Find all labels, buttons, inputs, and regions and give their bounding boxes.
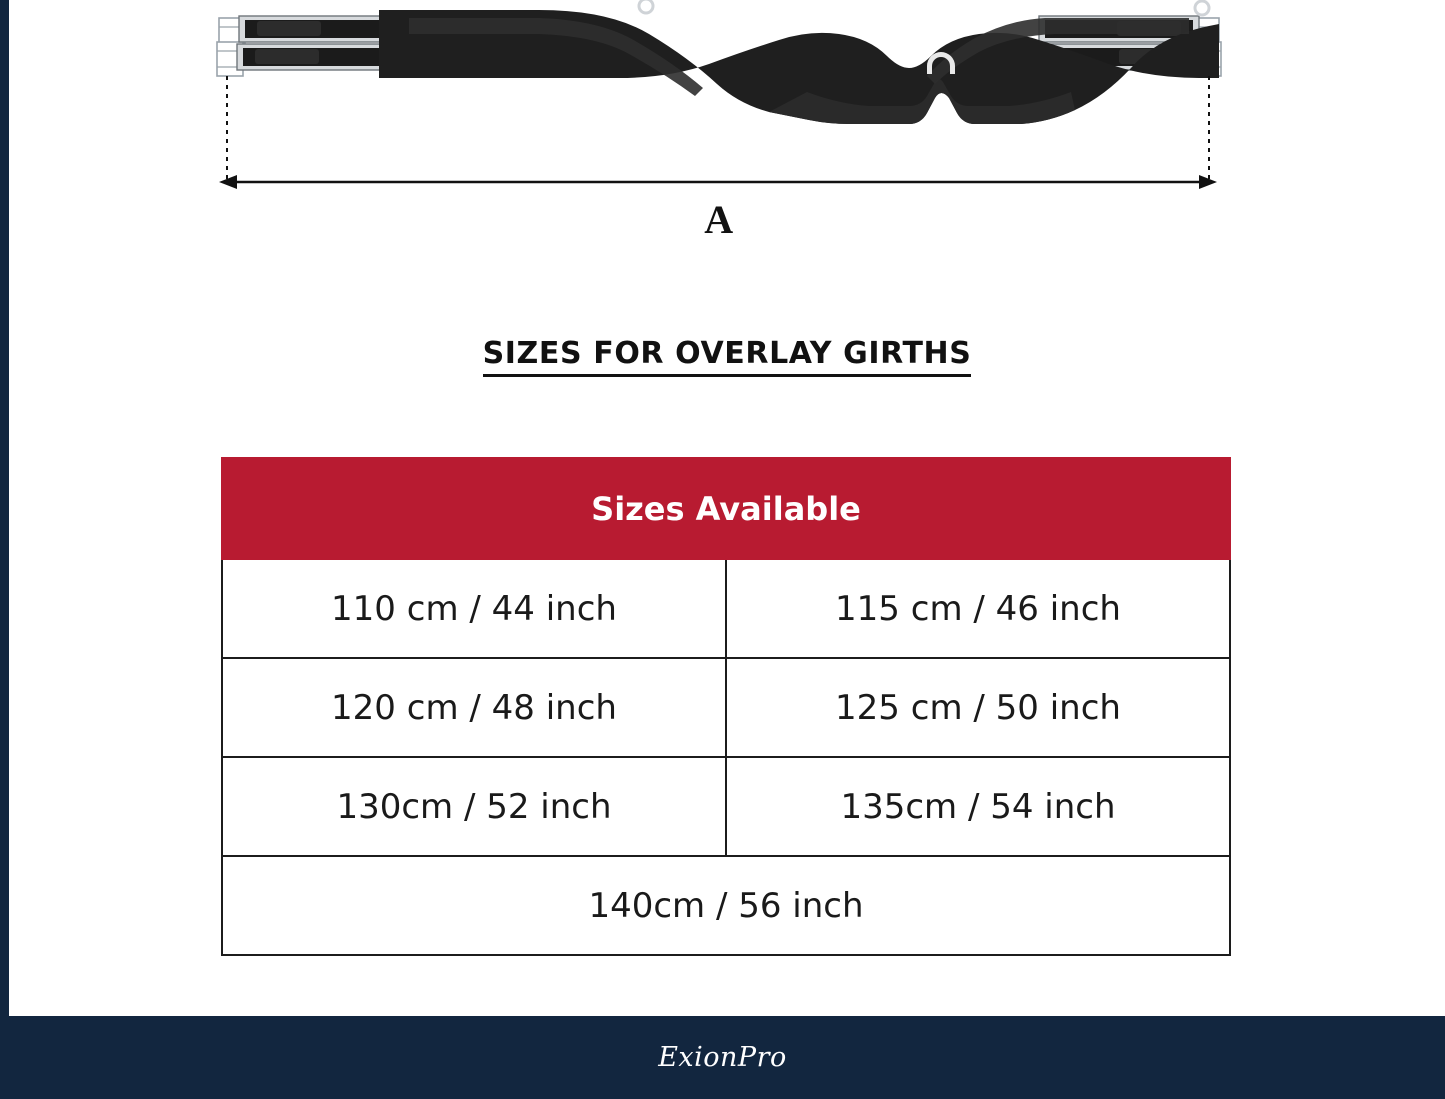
- left-buckle-group: [217, 16, 399, 76]
- brand-logo: ExionPro: [658, 1042, 787, 1073]
- table-row: [222, 757, 1230, 856]
- dimension-arrow: [219, 175, 1217, 189]
- size-cell: 110 cm / 44 inch: [222, 559, 726, 658]
- size-cell: 140cm / 56 inch: [222, 856, 1230, 955]
- table-row: [222, 559, 1230, 658]
- top-right-ring: [1195, 1, 1209, 15]
- dimension-label: A: [704, 197, 734, 242]
- page-canvas: [9, 0, 1445, 1099]
- footer-bar: [0, 1016, 1445, 1099]
- left-edge-strip: [0, 0, 9, 1099]
- page-title: [9, 336, 1445, 371]
- table-row-last: [222, 856, 1230, 955]
- size-cell: 125 cm / 50 inch: [726, 658, 1230, 757]
- size-cell: 115 cm / 46 inch: [726, 559, 1230, 658]
- table-row: [222, 658, 1230, 757]
- table-header-row: [222, 458, 1230, 559]
- size-cell: 120 cm / 48 inch: [222, 658, 726, 757]
- page-title-text: SIZES FOR OVERLAY GIRTHS: [483, 336, 972, 377]
- size-cell: 135cm / 54 inch: [726, 757, 1230, 856]
- product-illustration-area: [209, 0, 1229, 260]
- sizes-table: [221, 457, 1231, 956]
- girth-illustration: [209, 0, 1229, 200]
- table-header-cell: Sizes Available: [222, 458, 1230, 559]
- top-left-ring: [639, 0, 653, 13]
- size-cell: 130cm / 52 inch: [222, 757, 726, 856]
